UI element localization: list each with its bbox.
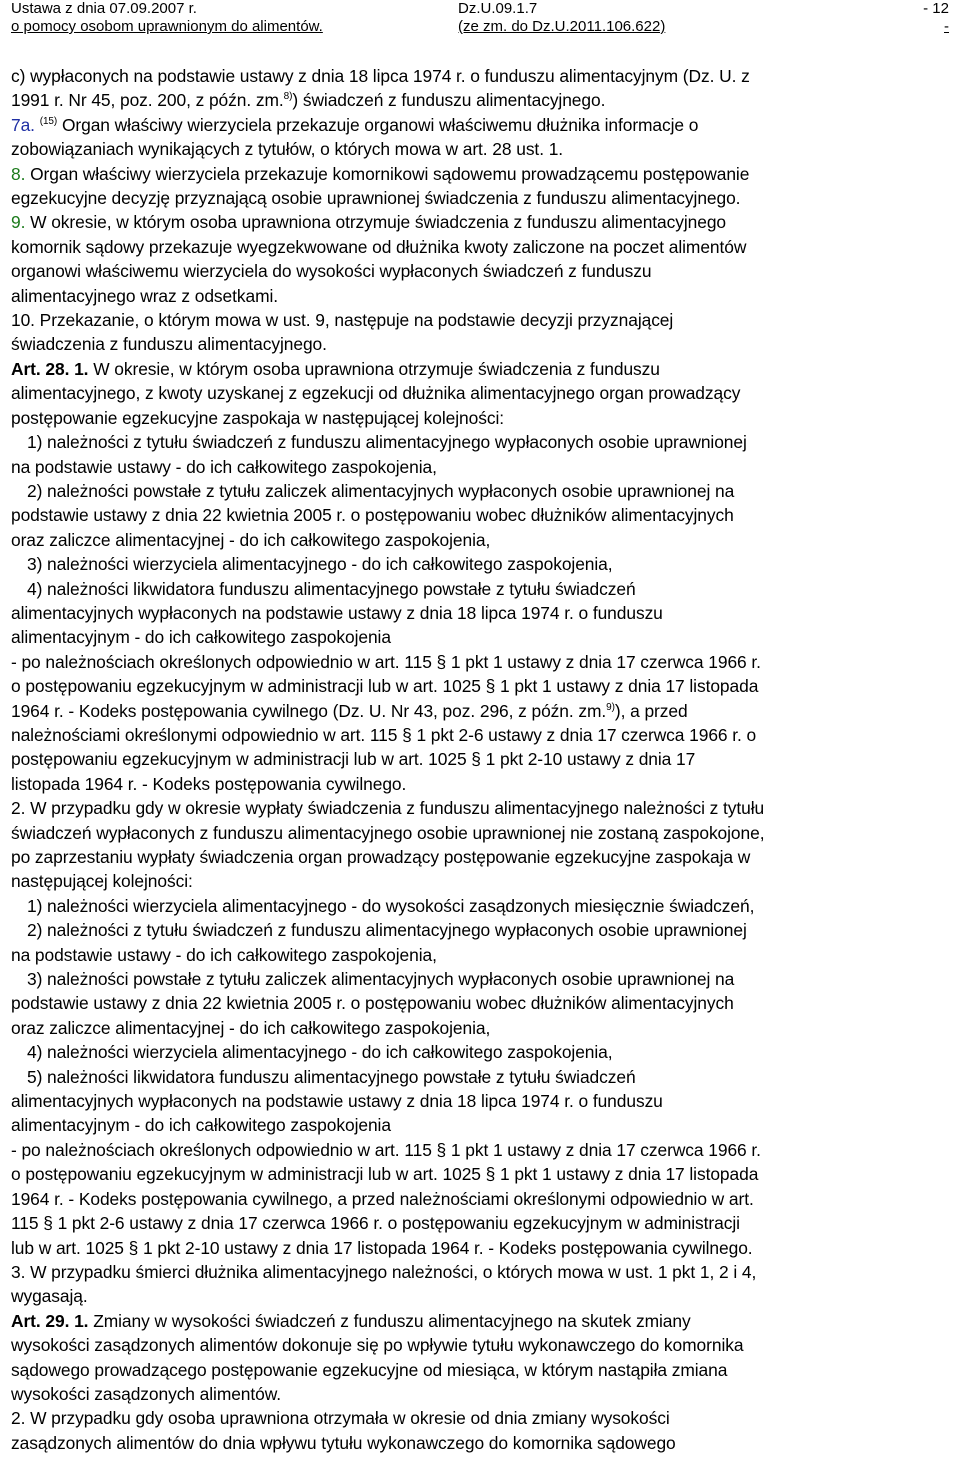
text-line: sądowego prowadzącego postępowanie egzekucyjne od miesiąca, w którym nastąpiła zmiana (11, 1359, 728, 1380)
list-item: 1) należności wierzyciela alimentacyjnego - do wysokości zasądzonych miesięcznie świadczeń, (27, 895, 755, 916)
text-line: o postępowaniu egzekucyjnym w administracji lub w art. 1025 § 1 pkt 1 ustawy z dnia 17 listopada (11, 1164, 759, 1185)
list-item: 4) należności wierzyciela alimentacyjnego - do ich całkowitego zaspokojenia, (27, 1042, 613, 1063)
text-line: alimentacyjnych wypłaconych na podstawie ustawy z dnia 18 lipca 1974 r. o funduszu (11, 1091, 663, 1112)
footnote-ref: 8) (283, 91, 293, 103)
act-title: Ustawa z dnia 07.09.2007 r. (11, 0, 197, 17)
text-line: egzekucyjne decyzję przyznającą osobie uprawnionej świadczenia z funduszu alimentacyjnego. (11, 188, 741, 209)
page-number: - 12 (923, 0, 949, 17)
text-line: 3. W przypadku śmierci dłużnika alimentacyjnego należności, o których mowa w ust. 1 pkt 1, 2 i 4, (11, 1261, 757, 1282)
list-item: 3) należności powstałe z tytułu zaliczek alimentacyjnych wypłaconych osobie uprawnionej na (27, 969, 735, 990)
text-line: alimentacyjnego, z kwoty uzyskanej z egzekucji od dłużnika alimentacyjnego organ prowadzący (11, 383, 741, 404)
header-middle (458, 0, 665, 36)
document-body (11, 64, 951, 1455)
paragraph-number: 8. (11, 163, 26, 184)
text-line: podstawie ustawy z dnia 22 kwietnia 2005 r. o postępowaniu wobec dłużników alimentacyjnych (11, 993, 734, 1014)
footnote-ref: (15) (39, 115, 58, 127)
text-line: na podstawie ustawy - do ich całkowitego zaspokojenia, (11, 456, 437, 477)
text-line: o postępowaniu egzekucyjnym w administracji lub w art. 1025 § 1 pkt 1 ustawy z dnia 17 listopada (11, 676, 759, 697)
list-item: 4) należności likwidatora funduszu alimentacyjnego powstałe z tytułu świadczeń (27, 578, 636, 599)
header-right (923, 0, 949, 36)
header-dash: - (944, 18, 949, 35)
text-line: zobowiązaniach wynikających z tytułów, o których mowa w art. 28 ust. 1. (11, 139, 564, 160)
paragraph-7a (11, 113, 951, 137)
text-line: należnościami określonymi odpowiednio w art. 115 § 1 pkt 2-6 ustawy z dnia 17 czerwca 1966 r. o (11, 724, 757, 745)
text-line (11, 699, 951, 723)
text-line: świadczeń wypłaconych z funduszu alimentacyjnego osobie uprawnionej nie zostaną zaspokojone, (11, 822, 765, 843)
text-span: W okresie, w którym osoba uprawniona otrzymuje świadczenia z funduszu (93, 358, 660, 379)
journal-reference: Dz.U.09.1.7 (458, 0, 538, 17)
text-span: W okresie, w którym osoba uprawniona otrzymuje świadczenia z funduszu alimentacyjnego (30, 212, 727, 233)
text-line: podstawie ustawy z dnia 22 kwietnia 2005 r. o postępowaniu wobec dłużników alimentacyjnych (11, 505, 734, 526)
text-span: 1964 r. - Kodeks postępowania cywilnego (Dz. U. Nr 43, poz. 296, z późn. zm. (11, 700, 607, 721)
text-line: listopada 1964 r. - Kodeks postępowania cywilnego. (11, 773, 407, 794)
text-line: postępowaniu egzekucyjnym w administracji lub w art. 1025 § 1 pkt 2-10 ustawy z dnia 17 (11, 749, 696, 770)
footnote-ref: 9) (606, 701, 615, 713)
text-line: na podstawie ustawy - do ich całkowitego zaspokojenia, (11, 944, 437, 965)
text-line: - po należnościach określonych odpowiednio w art. 115 § 1 pkt 1 ustawy z dnia 17 czerwca 1966 r. (11, 1139, 761, 1160)
text-line: postępowanie egzekucyjne zaspokaja w następującej kolejności: (11, 407, 504, 428)
list-item: 3) należności wierzyciela alimentacyjnego - do ich całkowitego zaspokojenia, (27, 554, 613, 575)
text-span: ), a przed (614, 700, 688, 721)
text-span: ) świadczeń z funduszu alimentacyjnego. (292, 90, 606, 111)
text-line: wysokości zasądzonych alimentów. (11, 1383, 282, 1404)
article-number: Art. 29. 1. (11, 1310, 89, 1331)
paragraph-number: 9. (11, 212, 26, 233)
text-line: świadczenia z funduszu alimentacyjnego. (11, 334, 327, 355)
text-line: organowi właściwemu wierzyciela do wysokości wypłaconych świadczeń z funduszu (11, 261, 652, 282)
paragraph-9 (11, 210, 951, 234)
text-line: następującej kolejności: (11, 871, 193, 892)
text-span: 1991 r. Nr 45, poz. 200, z późn. zm. (11, 90, 284, 111)
text-line: alimentacyjnego wraz z odsetkami. (11, 285, 279, 306)
text-line (11, 88, 951, 112)
text-line: - po należnościach określonych odpowiednio w art. 115 § 1 pkt 1 ustawy z dnia 17 czerwca 1966 r. (11, 651, 761, 672)
list-item: 2) należności z tytułu świadczeń z funduszu alimentacyjnego wypłaconych osobie uprawnionej (27, 920, 747, 941)
text-line: po zaprzestaniu wypłaty świadczenia organ prowadzący postępowanie egzekucyjne zaspokaja w (11, 847, 751, 867)
list-item: 2) należności powstałe z tytułu zaliczek alimentacyjnych wypłaconych osobie uprawnionej na (27, 480, 735, 501)
text-line: 10. Przekazanie, o którym mowa w ust. 9, następuje na podstawie decyzji przyznającej (11, 310, 674, 331)
text-line: zasądzonych alimentów do dnia wpływu tytułu wykonawczego do komornika sądowego (11, 1432, 676, 1453)
paragraph-8 (11, 162, 951, 186)
text-line: komornik sądowy przekazuje wyegzekwowane od dłużnika kwoty zaliczone na poczet alimentów (11, 236, 747, 257)
text-span: Organ właściwy wierzyciela przekazuje organowi właściwemu dłużnika informacje o (61, 114, 699, 135)
text-line: alimentacyjnym - do ich całkowitego zaspokojenia (11, 1115, 391, 1136)
text-line: 2. W przypadku gdy osoba uprawniona otrzymała w okresie od dnia zmiany wysokości (11, 1408, 670, 1429)
text-line: 115 § 1 pkt 2-6 ustawy z dnia 17 czerwca 1966 r. o postępowaniu egzekucyjnym w administracji (11, 1213, 740, 1234)
text-line: wygasają. (11, 1286, 88, 1307)
text-line: alimentacyjnych wypłaconych na podstawie ustawy z dnia 18 lipca 1974 r. o funduszu (11, 602, 663, 623)
article-28-heading (11, 357, 951, 381)
text-line: 1964 r. - Kodeks postępowania cywilnego, a przed należnościami określonymi odpowiednio w art. (11, 1188, 754, 1209)
amendment-reference: (ze zm. do Dz.U.2011.106.622) (458, 18, 666, 35)
list-item: 1) należności z tytułu świadczeń z funduszu alimentacyjnego wypłaconych osobie uprawnionej (27, 432, 747, 453)
text-line: c) wypłaconych na podstawie ustawy z dnia 18 lipca 1974 r. o funduszu alimentacyjnym (Dz. U. z (11, 66, 750, 86)
text-line: oraz zaliczce alimentacyjnej - do ich całkowitego zaspokojenia, (11, 529, 491, 550)
header-left (11, 0, 323, 36)
article-29-heading (11, 1309, 951, 1333)
text-line: alimentacyjnym - do ich całkowitego zaspokojenia (11, 627, 391, 648)
text-line: oraz zaliczce alimentacyjnej - do ich całkowitego zaspokojenia, (11, 1017, 491, 1038)
text-span: Organ właściwy wierzyciela przekazuje komornikowi sądowemu prowadzącemu postępowanie (30, 163, 750, 184)
article-number: Art. 28. 1. (11, 358, 89, 379)
act-subtitle: o pomocy osobom uprawnionym do alimentów. (11, 18, 323, 35)
text-line: 2. W przypadku gdy w okresie wypłaty świadczenia z funduszu alimentacyjnego należności z tytułu (11, 798, 765, 819)
text-span: Zmiany w wysokości świadczeń z funduszu alimentacyjnego na skutek zmiany (93, 1310, 691, 1331)
list-item: 5) należności likwidatora funduszu alimentacyjnego powstałe z tytułu świadczeń (27, 1066, 636, 1087)
paragraph-number: 7a. (11, 114, 35, 135)
text-line: lub w art. 1025 § 1 pkt 2-10 ustawy z dnia 17 listopada 1964 r. - Kodeks postępowania cywilnego. (11, 1237, 753, 1258)
text-line: wysokości zasądzonych alimentów dokonuje się po wpływie tytułu wykonawczego do komornika (11, 1335, 744, 1356)
